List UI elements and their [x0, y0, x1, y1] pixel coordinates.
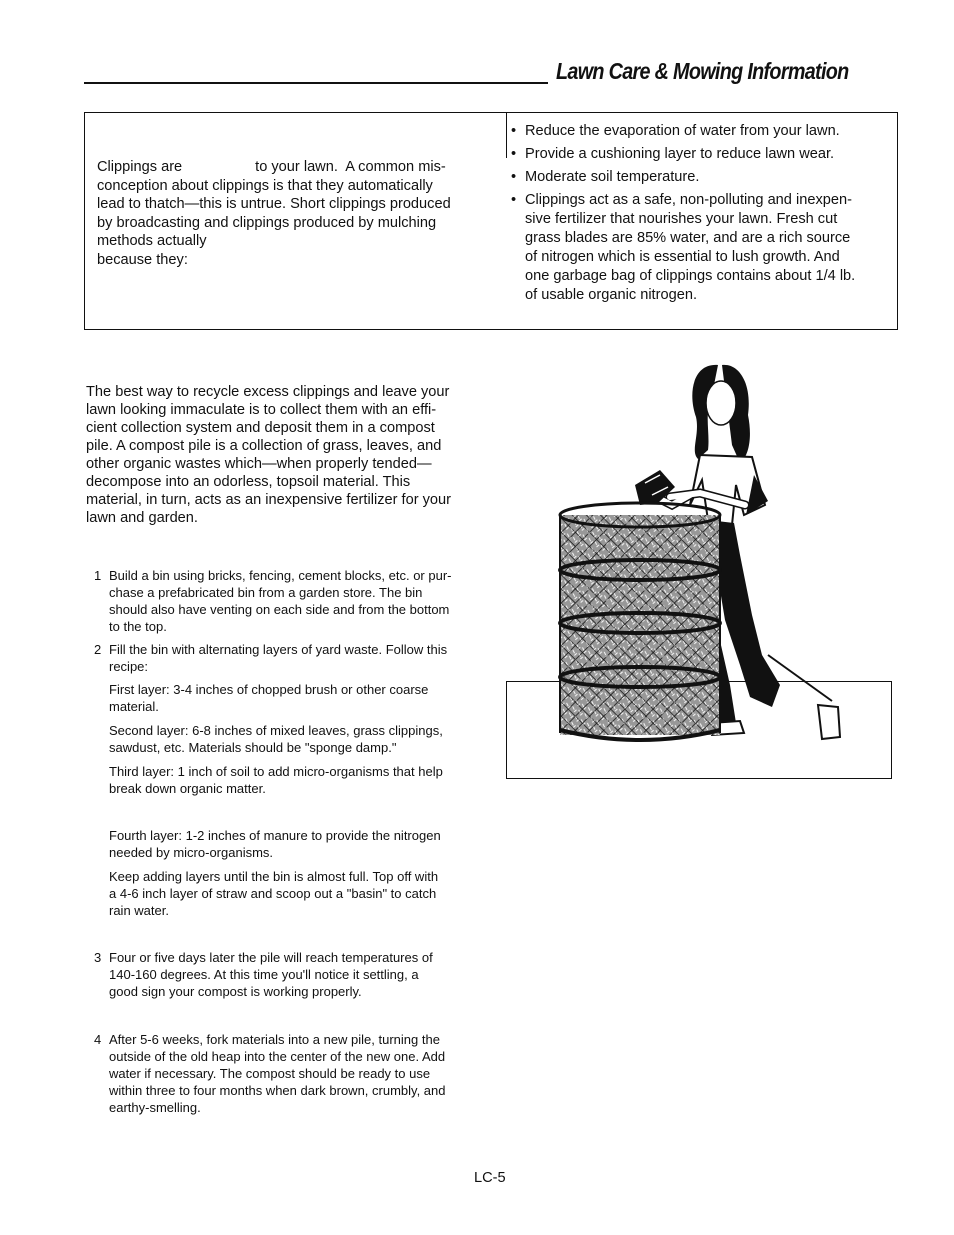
benefit-item: [511, 191, 891, 305]
clippings-line: Clippings are to your lawn. A common mis-: [97, 159, 446, 175]
step-line: water if necessary. The compost should be ready to use: [109, 1066, 431, 1081]
intro-line: lawn and garden.: [86, 510, 198, 526]
clippings-line: because they:: [97, 251, 188, 268]
page-number: LC-5: [474, 1170, 506, 1186]
intro-line: material, in turn, acts as an inexpensive fertilizer for your: [86, 492, 452, 508]
intro-line: The best way to recycle excess clippings and leave your: [86, 384, 450, 400]
benefit-item: [511, 168, 891, 187]
box-divider: [506, 112, 507, 158]
step-line: break down organic matter.: [109, 781, 266, 796]
step-line: 140-160 degrees. At this time you'll notice it settling, a: [109, 967, 419, 982]
page-title: Lawn Care & Mowing Information: [556, 58, 849, 84]
step-line: Build a bin using bricks, fencing, cement blocks, etc. or pur-: [109, 568, 452, 583]
benefit-text: one garbage bag of clippings contains about 1/4 lb.: [525, 268, 856, 284]
benefit-text: • Reduce the evaporation of water from your lawn.: [525, 123, 840, 139]
step-number: 4: [94, 1032, 102, 1047]
clippings-line: by broadcasting and clippings produced by mulching: [97, 214, 437, 231]
benefit-text: • Provide a cushioning layer to reduce lawn wear.: [525, 146, 835, 162]
step-line: recipe:: [109, 659, 149, 674]
step-line: good sign your compost is working properly.: [109, 984, 362, 999]
step-line: chase a prefabricated bin from a garden store. The bin: [109, 585, 423, 600]
step-line: rain water.: [109, 903, 169, 918]
step-line: earthy-smelling.: [109, 1100, 201, 1115]
benefit-text: sive fertilizer that nourishes your lawn. Fresh cut: [525, 211, 838, 227]
step-line: within three to four months when dark brown, crumbly, and: [109, 1083, 446, 1098]
benefit-text: • Moderate soil temperature.: [525, 169, 700, 185]
intro-line: lawn looking immaculate is to collect them with an effi-: [86, 402, 437, 418]
intro-line: other organic wastes which—when properly tended—: [86, 456, 432, 472]
step-line: should also have venting on each side and from the bottom: [109, 602, 450, 617]
step-line: After 5-6 weeks, fork materials into a new pile, turning the: [109, 1032, 440, 1047]
clippings-paragraph: [97, 158, 492, 270]
compost-intro: [86, 383, 486, 527]
step-line: Keep adding layers until the bin is almost full. Top off with: [109, 869, 439, 884]
step-line: Fill the bin with alternating layers of yard waste. Follow this: [109, 642, 448, 657]
clippings-line: lead to thatch—this is untrue. Short clippings produced: [97, 196, 451, 213]
step-line: Second layer: 6-8 inches of mixed leaves, grass clippings,: [109, 723, 443, 738]
compost-bin: [560, 503, 720, 740]
step-line: Third layer: 1 inch of soil to add micro-organisms that help: [109, 764, 443, 779]
intro-line: decompose into an odorless, topsoil material. This: [86, 474, 411, 490]
step-line: needed by micro-organisms.: [109, 845, 274, 860]
step-line: First layer: 3-4 inches of chopped brush or other coarse: [109, 682, 429, 697]
benefit-text: • Clippings act as a safe, non-polluting and inexpen-: [525, 192, 852, 208]
benefit-text: of usable organic nitrogen.: [525, 287, 697, 303]
benefit-item: [511, 122, 891, 141]
step-line: Fourth layer: 1-2 inches of manure to provide the nitrogen: [109, 828, 441, 843]
intro-line: pile. A compost pile is a collection of grass, leaves, and: [86, 438, 442, 454]
clippings-benefits-list: [511, 122, 891, 309]
compost-bin-illustration: [540, 355, 860, 745]
step-number: 1: [94, 568, 102, 583]
step-line: Four or five days later the pile will reach temperatures of: [109, 950, 433, 965]
step-line: a 4-6 inch layer of straw and scoop out a "basin" to catch: [109, 886, 437, 901]
header-rule: [84, 82, 548, 84]
intro-line: cient collection system and deposit them in a compost: [86, 420, 435, 436]
step-number: 2: [94, 642, 102, 657]
step-line: outside of the old heap into the center of the new one. Add: [109, 1049, 446, 1064]
benefit-text: grass blades are 85% water, and are a rich source: [525, 230, 851, 246]
clippings-line: methods actually: [97, 233, 207, 250]
step-line: sawdust, etc. Materials should be "sponge damp.": [109, 740, 397, 755]
benefit-item: [511, 145, 891, 164]
clippings-line: conception about clippings is that they automatically: [97, 177, 433, 194]
step-number: 3: [94, 950, 102, 965]
step-line: to the top.: [109, 619, 167, 634]
step-line: material.: [109, 699, 159, 714]
benefit-text: of nitrogen which is essential to lush growth. And: [525, 249, 840, 265]
